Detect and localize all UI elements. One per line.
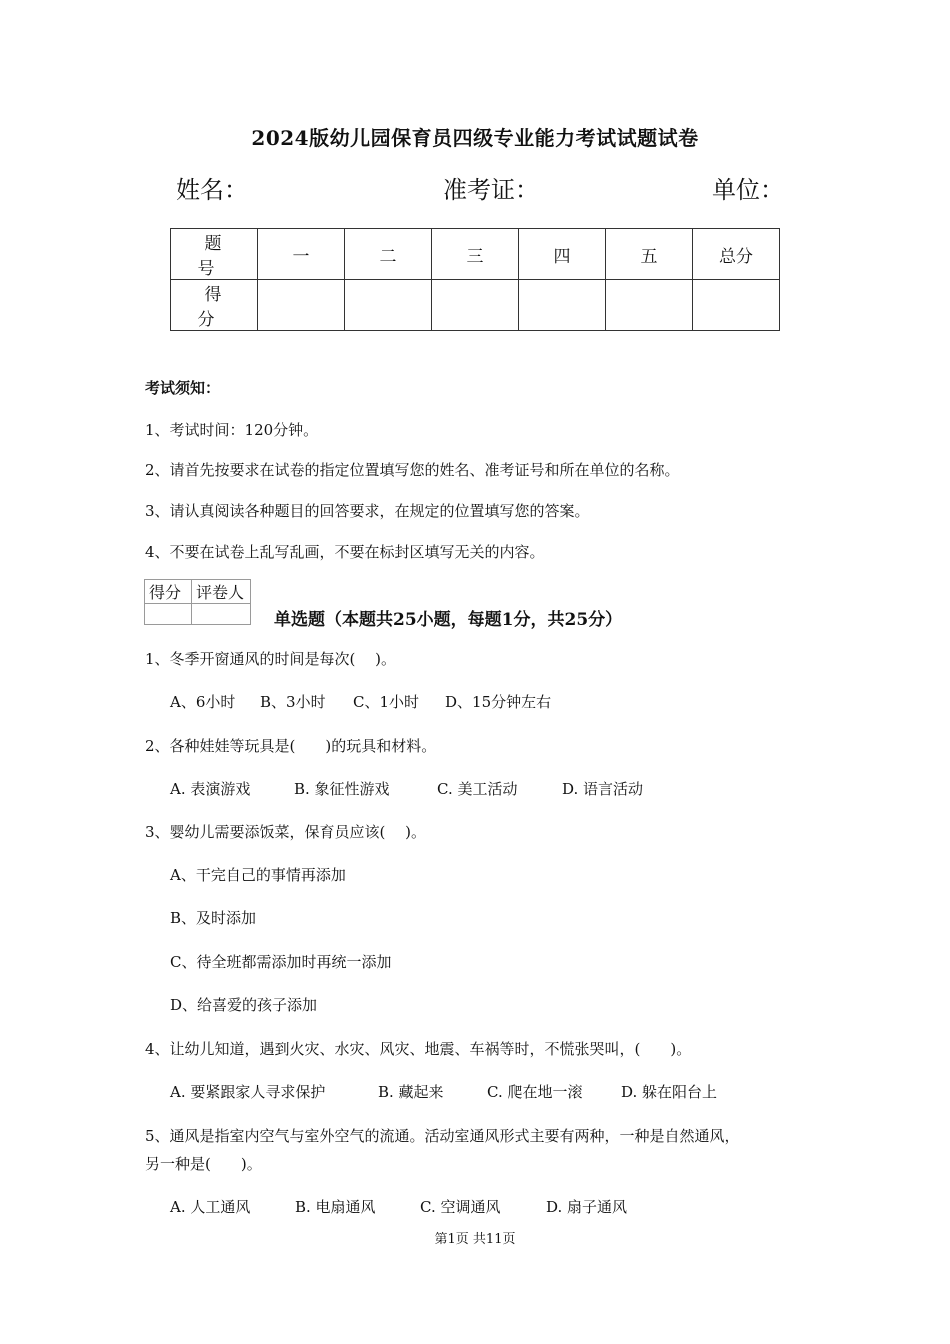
section-heading: 单选题（本题共25小题，每题1分，共25分） [274, 610, 623, 630]
exam-title: 2024版幼儿园保育员四级专业能力考试试题试卷 [251, 126, 699, 150]
option[interactable]: C、1小时 [353, 693, 420, 711]
question-stem-continuation: 另一种是( )。 [145, 1155, 262, 1173]
notice-item: 3、请认真阅读各种题目的回答要求，在规定的位置填写您的答案。 [145, 502, 590, 520]
name-field-label: 姓名： [176, 176, 248, 204]
score-table-header-row [171, 229, 780, 280]
exam-id-field-label: 准考证： [443, 176, 539, 204]
question-stem: 4、让幼儿知道，遇到火灾、水灾、风灾、地震、车祸等时，不慌张哭叫，( )。 [145, 1040, 692, 1058]
score-header-cell: 总分 [693, 229, 780, 280]
notice-item: 4、不要在试卷上乱写乱画，不要在标封区填写无关的内容。 [145, 543, 545, 561]
option[interactable]: A. 要紧跟家人寻求保护 [170, 1083, 326, 1101]
score-header-cell: 题 号 [171, 229, 258, 280]
option[interactable]: D、15分钟左右 [445, 693, 552, 711]
option[interactable]: D. 躲在阳台上 [621, 1083, 718, 1101]
score-row-label: 得 分 [171, 280, 258, 331]
unit-field-label: 单位： [712, 176, 784, 204]
grader-box [144, 579, 251, 625]
option[interactable]: B. 藏起来 [378, 1083, 444, 1101]
option[interactable]: A. 表演游戏 [170, 780, 251, 798]
question-options [170, 1196, 627, 1217]
option[interactable]: C. 空调通风 [420, 1198, 501, 1216]
score-cell[interactable] [519, 280, 606, 331]
question-options [170, 1081, 717, 1102]
option[interactable]: B、及时添加 [170, 909, 257, 927]
score-table [170, 228, 780, 331]
question-options [170, 778, 643, 799]
option[interactable]: A、干完自己的事情再添加 [170, 866, 346, 884]
option[interactable]: A、6小时 [170, 693, 236, 711]
option[interactable]: D、给喜爱的孩子添加 [170, 996, 318, 1014]
grader-reviewer-label: 评卷人 [192, 580, 251, 604]
notice-item: 1、考试时间：120分钟。 [145, 421, 319, 439]
option[interactable]: A. 人工通风 [170, 1198, 251, 1216]
score-table-score-row [171, 280, 780, 331]
page-footer: 第1页 共11页 [434, 1232, 516, 1247]
notice-item: 2、请首先按要求在试卷的指定位置填写您的姓名、准考证号和所在单位的名称。 [145, 461, 680, 479]
option[interactable]: B、3小时 [260, 693, 326, 711]
option[interactable]: B. 电扇通风 [295, 1198, 376, 1216]
score-header-cell: 四 [519, 229, 606, 280]
score-cell[interactable] [693, 280, 780, 331]
score-cell[interactable] [258, 280, 345, 331]
score-header-cell: 五 [606, 229, 693, 280]
grader-score-label: 得分 [145, 580, 192, 604]
option[interactable]: C、待全班都需添加时再统一添加 [170, 953, 392, 971]
score-header-cell: 一 [258, 229, 345, 280]
grader-reviewer-cell[interactable] [192, 604, 251, 625]
option[interactable]: D. 语言活动 [562, 780, 644, 798]
option[interactable]: C. 爬在地一滚 [487, 1083, 583, 1101]
score-header-cell: 二 [345, 229, 432, 280]
option[interactable]: D. 扇子通风 [546, 1198, 628, 1216]
score-cell[interactable] [345, 280, 432, 331]
score-header-cell: 三 [432, 229, 519, 280]
option[interactable]: B. 象征性游戏 [294, 780, 390, 798]
question-stem: 1、冬季开窗通风的时间是每次( )。 [145, 650, 397, 668]
notice-heading: 考试须知： [145, 379, 221, 397]
score-cell[interactable] [432, 280, 519, 331]
question-options [170, 691, 551, 712]
question-stem: 2、各种娃娃等玩具是( )的玩具和材料。 [145, 737, 437, 755]
question-stem: 5、通风是指室内空气与室外空气的流通。活动室通风形式主要有两种，一种是自然通风， [145, 1127, 740, 1145]
score-cell[interactable] [606, 280, 693, 331]
grader-score-cell[interactable] [145, 604, 192, 625]
question-stem: 3、婴幼儿需要添饭菜，保育员应该( )。 [145, 823, 427, 841]
option[interactable]: C. 美工活动 [437, 780, 518, 798]
